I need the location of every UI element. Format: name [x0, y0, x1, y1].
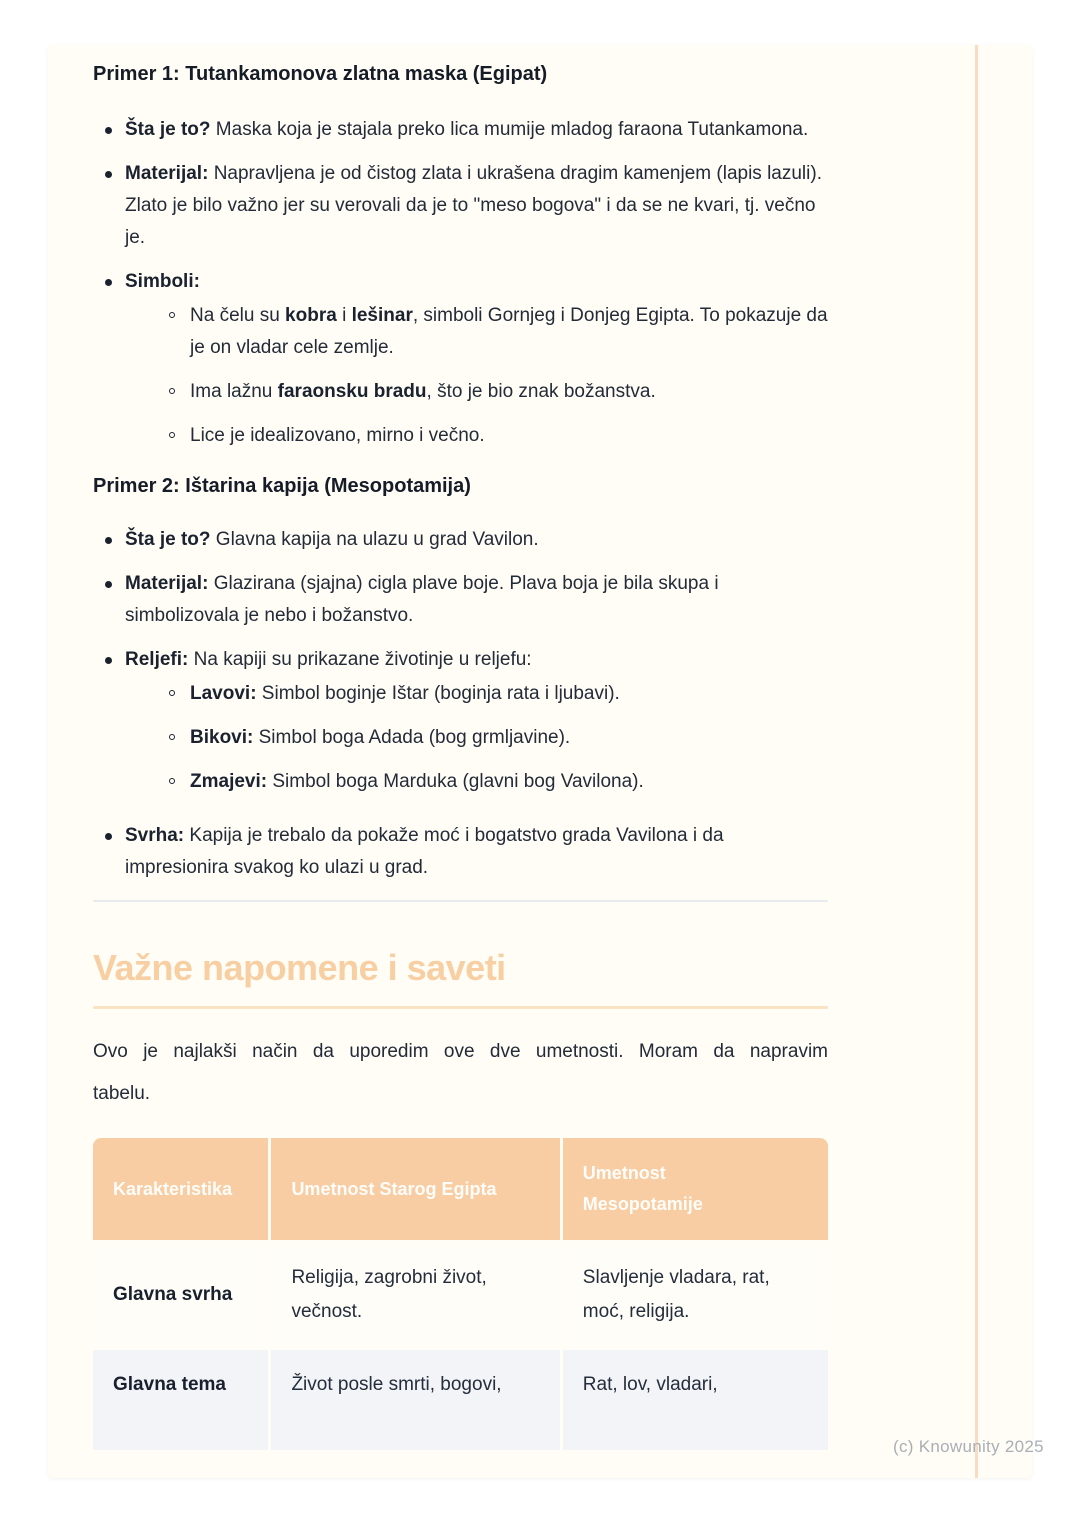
table-cell: Slavljenje vladara, rat, moć, religija.	[563, 1243, 828, 1347]
intro-paragraph	[93, 1031, 828, 1115]
reljefi-sublist	[169, 678, 828, 798]
intro-line: tabelu.	[93, 1083, 151, 1104]
bullet-circle-icon	[169, 734, 175, 740]
item-text: Maska koja je stajala preko lica mumije mladog faraona Tutankamona.	[210, 119, 809, 140]
list-item	[93, 114, 828, 146]
list-item	[93, 158, 828, 254]
item-label: Lavovi:	[190, 683, 257, 704]
item-bold: kobra	[285, 305, 337, 326]
bullet-dot-icon	[105, 279, 112, 286]
bullet-dot-icon	[105, 127, 112, 134]
item-label: Zmajevi:	[190, 771, 268, 792]
list-item	[169, 300, 828, 364]
item-text: Na čelu su	[190, 305, 286, 326]
list-item	[93, 820, 828, 884]
item-label: Materijal:	[125, 163, 209, 184]
simboli-sublist	[169, 300, 828, 452]
item-text: Simbol boginje Ištar (boginja rata i ljubavi).	[256, 683, 620, 704]
item-text: Glazirana (sjajna) cigla plave boje. Plava boja je bila skupa i simbolizovala je nebo i božanstvo.	[125, 573, 719, 626]
table-cell: Glavna svrha	[93, 1243, 268, 1347]
primer1-heading: Primer 1: Tutankamonova zlatna maska (Egipat)	[93, 63, 548, 85]
item-bold: faraonsku bradu	[277, 381, 427, 402]
bullet-dot-icon	[105, 537, 112, 544]
notes-heading-underline	[93, 1006, 828, 1009]
bullet-circle-icon	[169, 778, 175, 784]
notes-heading: Važne napomene i saveti	[93, 947, 506, 988]
item-text: Simbol boga Marduka (glavni bog Vavilona).	[267, 771, 644, 792]
bullet-circle-icon	[169, 312, 175, 318]
list-item	[169, 376, 828, 408]
list-item	[93, 568, 828, 632]
table-cell: Glavna tema	[93, 1350, 268, 1450]
intro-line: Ovo je najlakši način da uporedim ove dve umetnosti. Moram da napravim	[93, 1041, 828, 1062]
primer2-heading: Primer 2: Ištarina kapija (Mesopotamija)	[93, 475, 471, 497]
bullet-circle-icon	[169, 432, 175, 438]
primer2-list	[93, 524, 828, 884]
item-text: Lice je idealizovano, mirno i večno.	[190, 425, 485, 446]
document-card	[48, 45, 1032, 1478]
bullet-dot-icon	[105, 581, 112, 588]
list-item	[93, 266, 828, 462]
item-text: , simboli Gornjeg i Donjeg Egipta. To pokazuje da je on vladar cele zemlje.	[190, 305, 828, 358]
section-divider	[93, 900, 828, 902]
bullet-dot-icon	[105, 657, 112, 664]
item-text: Glavna kapija na ulazu u grad Vavilon.	[210, 529, 539, 550]
bullet-dot-icon	[105, 833, 112, 840]
list-item	[93, 644, 828, 808]
watermark: (c) Knowunity 2025	[893, 1437, 1044, 1456]
table-header-cell: Umetnost Mesopotamije	[563, 1138, 828, 1240]
bullet-dot-icon	[105, 171, 112, 178]
item-text: Na kapiji su prikazane životinje u reljefu:	[188, 649, 532, 670]
list-item	[169, 722, 828, 754]
document-content	[93, 60, 828, 1453]
comparison-table	[90, 1135, 831, 1453]
table-row	[93, 1243, 828, 1347]
item-text: Ima lažnu	[190, 381, 278, 402]
table-header-cell: Karakteristika	[93, 1138, 268, 1240]
item-text: , što je bio znak božanstva.	[426, 381, 656, 402]
item-bold: lešinar	[351, 305, 413, 326]
list-item	[93, 524, 828, 556]
item-label: Svrha:	[125, 825, 185, 846]
item-label: Šta je to?	[125, 119, 211, 140]
list-item	[169, 766, 828, 798]
item-text: i	[336, 305, 352, 326]
table-header-cell: Umetnost Starog Egipta	[271, 1138, 559, 1240]
table-cell: Život posle smrti, bogovi,	[271, 1350, 559, 1450]
item-text: Napravljena je od čistog zlata i ukrašena dragim kamenjem (lapis lazuli). Zlato je bilo važno jer su verovali da je to "meso bogova" i da se ne kvari, tj. večno je.	[125, 163, 822, 248]
page-edge-accent-line	[975, 45, 978, 1478]
item-label: Materijal:	[125, 573, 209, 594]
list-item	[169, 420, 828, 452]
table-row	[93, 1350, 828, 1450]
bullet-circle-icon	[169, 690, 175, 696]
table-cell: Religija, zagrobni život, večnost.	[271, 1243, 559, 1347]
bullet-circle-icon	[169, 388, 175, 394]
item-label: Simboli:	[125, 271, 200, 292]
item-label: Šta je to?	[125, 529, 211, 550]
item-label: Bikovi:	[190, 727, 254, 748]
list-item	[169, 678, 828, 710]
table-cell: Rat, lov, vladari,	[563, 1350, 828, 1450]
item-text: Kapija je trebalo da pokaže moć i bogatstvo grada Vavilona i da impresionira svakog ko ulazi u grad.	[125, 825, 724, 878]
primer1-list	[93, 114, 828, 462]
item-label: Reljefi:	[125, 649, 189, 670]
item-text: Simbol boga Adada (bog grmljavine).	[253, 727, 571, 748]
table-header-row	[93, 1138, 828, 1240]
